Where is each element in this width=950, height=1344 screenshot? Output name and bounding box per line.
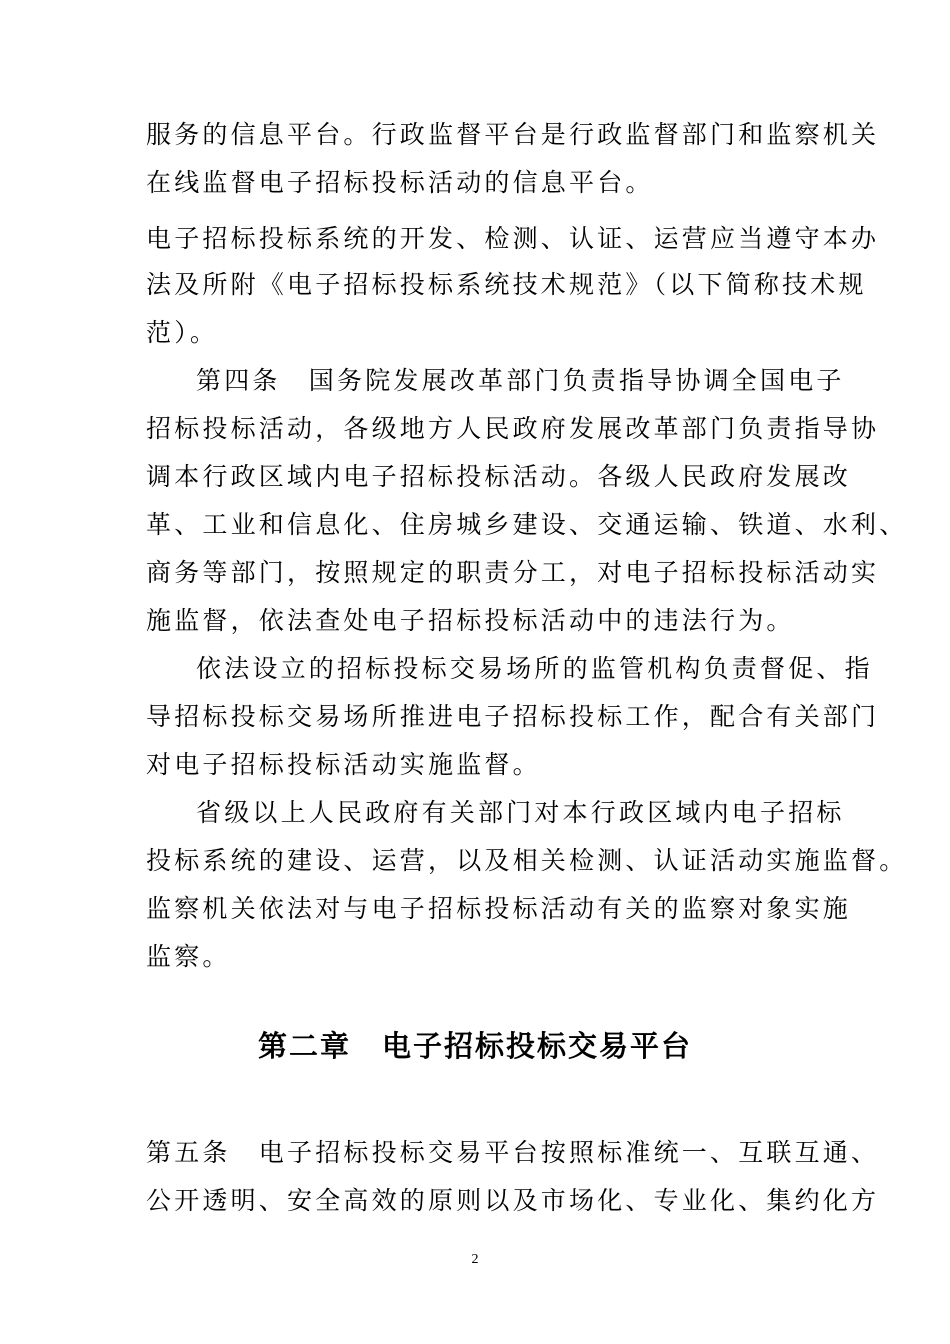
text-line: 革、工业和信息化、住房城乡建设、交通运输、铁道、水利、 <box>146 510 908 539</box>
text-line: 电子招标投标系统的开发、检测、认证、运营应当遵守本办 <box>146 224 880 253</box>
text-line: 公开透明、安全高效的原则以及市场化、专业化、集约化方 <box>146 1186 880 1215</box>
text-line: 施监督，依法查处电子招标投标活动中的违法行为。 <box>146 606 795 635</box>
text-line: 导招标投标交易场所推进电子招标投标工作，配合有关部门 <box>146 702 880 731</box>
text-line: 对电子招标投标活动实施监督。 <box>146 750 541 779</box>
chapter-heading: 第二章 电子招标投标交易平台 <box>257 1029 692 1063</box>
text-line: 监察。 <box>146 942 231 971</box>
paragraph-start-line: 省级以上人民政府有关部门对本行政区域内电子招标 <box>196 798 845 827</box>
article-4-start-line: 第四条 国务院发展改革部门负责指导协调全国电子 <box>196 366 845 395</box>
text-line: 范）。 <box>146 318 219 347</box>
page-number: 2 <box>471 1252 479 1267</box>
text-line: 投标系统的建设、运营，以及相关检测、认证活动实施监督。 <box>146 846 908 875</box>
text-line: 监察机关依法对与电子招标投标活动有关的监察对象实施 <box>146 894 852 923</box>
text-line: 商务等部门，按照规定的职责分工，对电子招标投标活动实 <box>146 558 880 587</box>
paragraph-start-line: 依法设立的招标投标交易场所的监管机构负责督促、指 <box>196 654 873 683</box>
text-line: 招标投标活动，各级地方人民政府发展改革部门负责指导协 <box>146 414 880 443</box>
article-5-start-line: 第五条 电子招标投标交易平台按照标准统一、互联互通、 <box>146 1138 880 1167</box>
text-line: 在线监督电子招标投标活动的信息平台。 <box>146 168 654 197</box>
text-line: 服务的信息平台。行政监督平台是行政监督部门和监察机关 <box>146 120 880 149</box>
text-line: 调本行政区域内电子招标投标活动。各级人民政府发展改 <box>146 462 852 491</box>
text-line: 法及所附《电子招标投标系统技术规范》（以下简称技术规 <box>146 270 867 299</box>
